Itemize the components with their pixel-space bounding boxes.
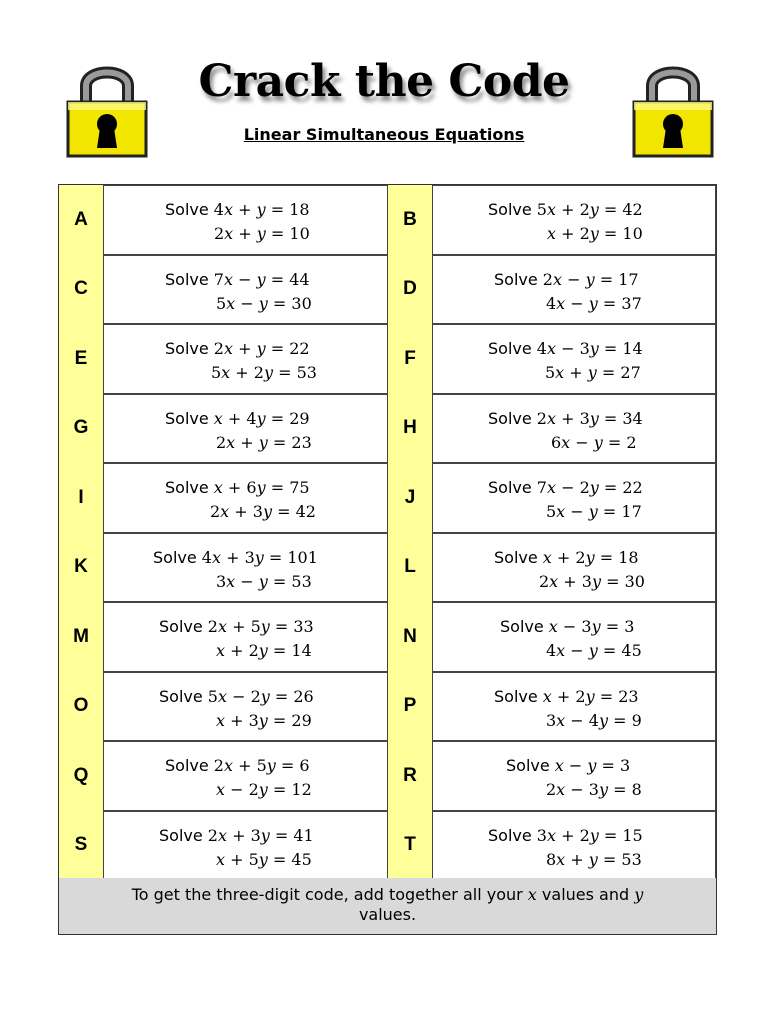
equation-1: 𝑥 + 6𝑦 = 75 — [213, 478, 310, 497]
equation-2: 2𝑥 + 3𝑦 = 30 — [539, 571, 645, 591]
solve-label: Solve — [153, 547, 197, 567]
code-letter: F — [388, 324, 432, 394]
code-letter: S — [59, 811, 103, 881]
equation-1: 4𝑥 + 𝑦 = 18 — [213, 200, 310, 219]
equation-2: 8𝑥 + 𝑦 = 53 — [546, 849, 642, 869]
solve-label: Solve — [165, 756, 209, 775]
code-letter: G — [59, 394, 103, 464]
equation-cell — [103, 672, 388, 742]
code-letter: O — [59, 672, 103, 742]
equation-cell — [103, 324, 388, 394]
equation-cell — [432, 324, 716, 394]
equation-1: 𝑥 + 4𝑦 = 29 — [213, 408, 310, 428]
code-letter: D — [388, 255, 432, 325]
instructions-text-2: values and — [536, 885, 635, 904]
equation-cell — [432, 394, 716, 464]
solve-label: Solve — [165, 200, 209, 219]
equation-1: 2𝑥 + 𝑦 = 22 — [213, 339, 310, 358]
equation-2: 3𝑥 − 𝑦 = 53 — [216, 571, 312, 591]
equation-1: 2𝑥 + 5𝑦 = 33 — [207, 617, 314, 636]
equation-cell — [432, 602, 716, 672]
equation-row — [59, 811, 716, 881]
equation-cell — [103, 533, 388, 603]
equation-1: 𝑥 + 2𝑦 = 23 — [542, 686, 639, 706]
equation-grid — [58, 184, 717, 935]
equation-cell — [432, 185, 716, 255]
equation-row — [59, 324, 716, 394]
equation-cell — [103, 185, 388, 255]
equation-cell — [432, 811, 716, 881]
solve-label: Solve — [506, 756, 550, 775]
equation-2: 2𝑥 + 𝑦 = 10 — [214, 224, 310, 243]
solve-label: Solve — [488, 339, 532, 358]
equation-cell — [103, 255, 388, 325]
equation-cell — [432, 533, 716, 603]
equation-cell — [103, 602, 388, 672]
variable-x: 𝑥 — [527, 885, 537, 904]
equation-1: 2𝑥 + 3𝑦 = 34 — [536, 408, 643, 428]
solve-label: Solve — [165, 339, 209, 358]
equation-row — [59, 602, 716, 672]
solve-label: Solve — [494, 547, 538, 567]
equation-row — [59, 533, 716, 603]
page-title: Crack the Code — [198, 56, 570, 107]
equation-2: 4𝑥 − 𝑦 = 37 — [546, 293, 642, 313]
equation-row — [59, 185, 716, 255]
worksheet-header — [0, 0, 768, 180]
solve-label: Solve — [165, 269, 209, 289]
code-letter: N — [388, 602, 432, 672]
solve-label: Solve — [165, 478, 209, 497]
equation-cell — [432, 672, 716, 742]
equation-2: 3𝑥 − 4𝑦 = 9 — [546, 710, 642, 730]
instructions-footer — [59, 878, 716, 934]
equation-cell — [103, 463, 388, 533]
equation-1: 4𝑥 − 3𝑦 = 14 — [536, 339, 643, 358]
solve-label: Solve — [488, 408, 532, 428]
solve-label: Solve — [494, 686, 538, 706]
code-letter: H — [388, 394, 432, 464]
equation-2: 𝑥 + 2𝑦 = 14 — [216, 641, 312, 660]
equation-1: 3𝑥 + 2𝑦 = 15 — [536, 825, 643, 845]
equation-1: 2𝑥 + 5𝑦 = 6 — [213, 756, 310, 775]
equation-1: 𝑥 − 3𝑦 = 3 — [548, 617, 635, 636]
equation-2: 4𝑥 − 𝑦 = 45 — [546, 641, 642, 660]
equation-cell — [103, 741, 388, 811]
equation-row — [59, 463, 716, 533]
equation-cell — [432, 255, 716, 325]
equation-row — [59, 741, 716, 811]
equation-row — [59, 394, 716, 464]
code-letter: J — [388, 463, 432, 533]
padlock-icon — [64, 58, 150, 158]
code-letter: I — [59, 463, 103, 533]
instructions-text-3: values. — [358, 905, 417, 924]
equation-2: 2𝑥 + 𝑦 = 23 — [216, 432, 312, 452]
code-letter: L — [388, 533, 432, 603]
equation-2: 𝑥 + 3𝑦 = 29 — [216, 710, 312, 730]
equation-2: 5𝑥 + 2𝑦 = 53 — [211, 363, 317, 382]
equation-1: 𝑥 − 𝑦 = 3 — [554, 756, 631, 775]
equation-cell — [103, 811, 388, 881]
equation-2: 𝑥 + 2𝑦 = 10 — [547, 224, 643, 243]
code-letter: Q — [59, 741, 103, 811]
equation-row — [59, 672, 716, 742]
equation-1: 7𝑥 − 𝑦 = 44 — [213, 269, 310, 289]
solve-label: Solve — [488, 200, 532, 219]
instructions-text-1: To get the three-digit code, add together all your — [131, 885, 528, 904]
code-letter: T — [388, 811, 432, 881]
equation-2: 5𝑥 − 𝑦 = 17 — [546, 502, 642, 521]
code-letter: B — [388, 185, 432, 255]
code-letter: P — [388, 672, 432, 742]
equation-1: 2𝑥 + 3𝑦 = 41 — [207, 825, 314, 845]
code-letter: A — [59, 185, 103, 255]
equation-row — [59, 255, 716, 325]
variable-y: 𝑦 — [634, 885, 644, 904]
equation-2: 2𝑥 + 3𝑦 = 42 — [210, 502, 316, 521]
solve-label: Solve — [500, 617, 544, 636]
code-letter: R — [388, 741, 432, 811]
equation-cell — [432, 741, 716, 811]
page-subtitle: Linear Simultaneous Equations — [243, 125, 525, 144]
equation-2: 5𝑥 − 𝑦 = 30 — [216, 293, 312, 313]
equation-1: 5𝑥 − 2𝑦 = 26 — [207, 686, 314, 706]
solve-label: Solve — [159, 617, 203, 636]
equation-1: 𝑥 + 2𝑦 = 18 — [542, 547, 639, 567]
solve-label: Solve — [159, 825, 203, 845]
code-letter: E — [59, 324, 103, 394]
equation-cell — [432, 463, 716, 533]
equation-1: 2𝑥 − 𝑦 = 17 — [542, 269, 639, 289]
padlock-icon — [630, 58, 716, 158]
solve-label: Solve — [488, 478, 532, 497]
code-letter: C — [59, 255, 103, 325]
equation-1: 5𝑥 + 2𝑦 = 42 — [536, 200, 643, 219]
equation-1: 7𝑥 − 2𝑦 = 22 — [536, 478, 643, 497]
equation-1: 4𝑥 + 3𝑦 = 101 — [201, 547, 318, 567]
solve-label: Solve — [488, 825, 532, 845]
solve-label: Solve — [165, 408, 209, 428]
code-letter: M — [59, 602, 103, 672]
solve-label: Solve — [494, 269, 538, 289]
equation-cell — [103, 394, 388, 464]
equation-2: 𝑥 − 2𝑦 = 12 — [216, 780, 312, 799]
equation-2: 5𝑥 + 𝑦 = 27 — [545, 363, 641, 382]
equation-2: 𝑥 + 5𝑦 = 45 — [216, 849, 312, 869]
solve-label: Solve — [159, 686, 203, 706]
equation-2: 6𝑥 − 𝑦 = 2 — [551, 432, 637, 452]
code-letter: K — [59, 533, 103, 603]
equation-2: 2𝑥 − 3𝑦 = 8 — [546, 780, 642, 799]
